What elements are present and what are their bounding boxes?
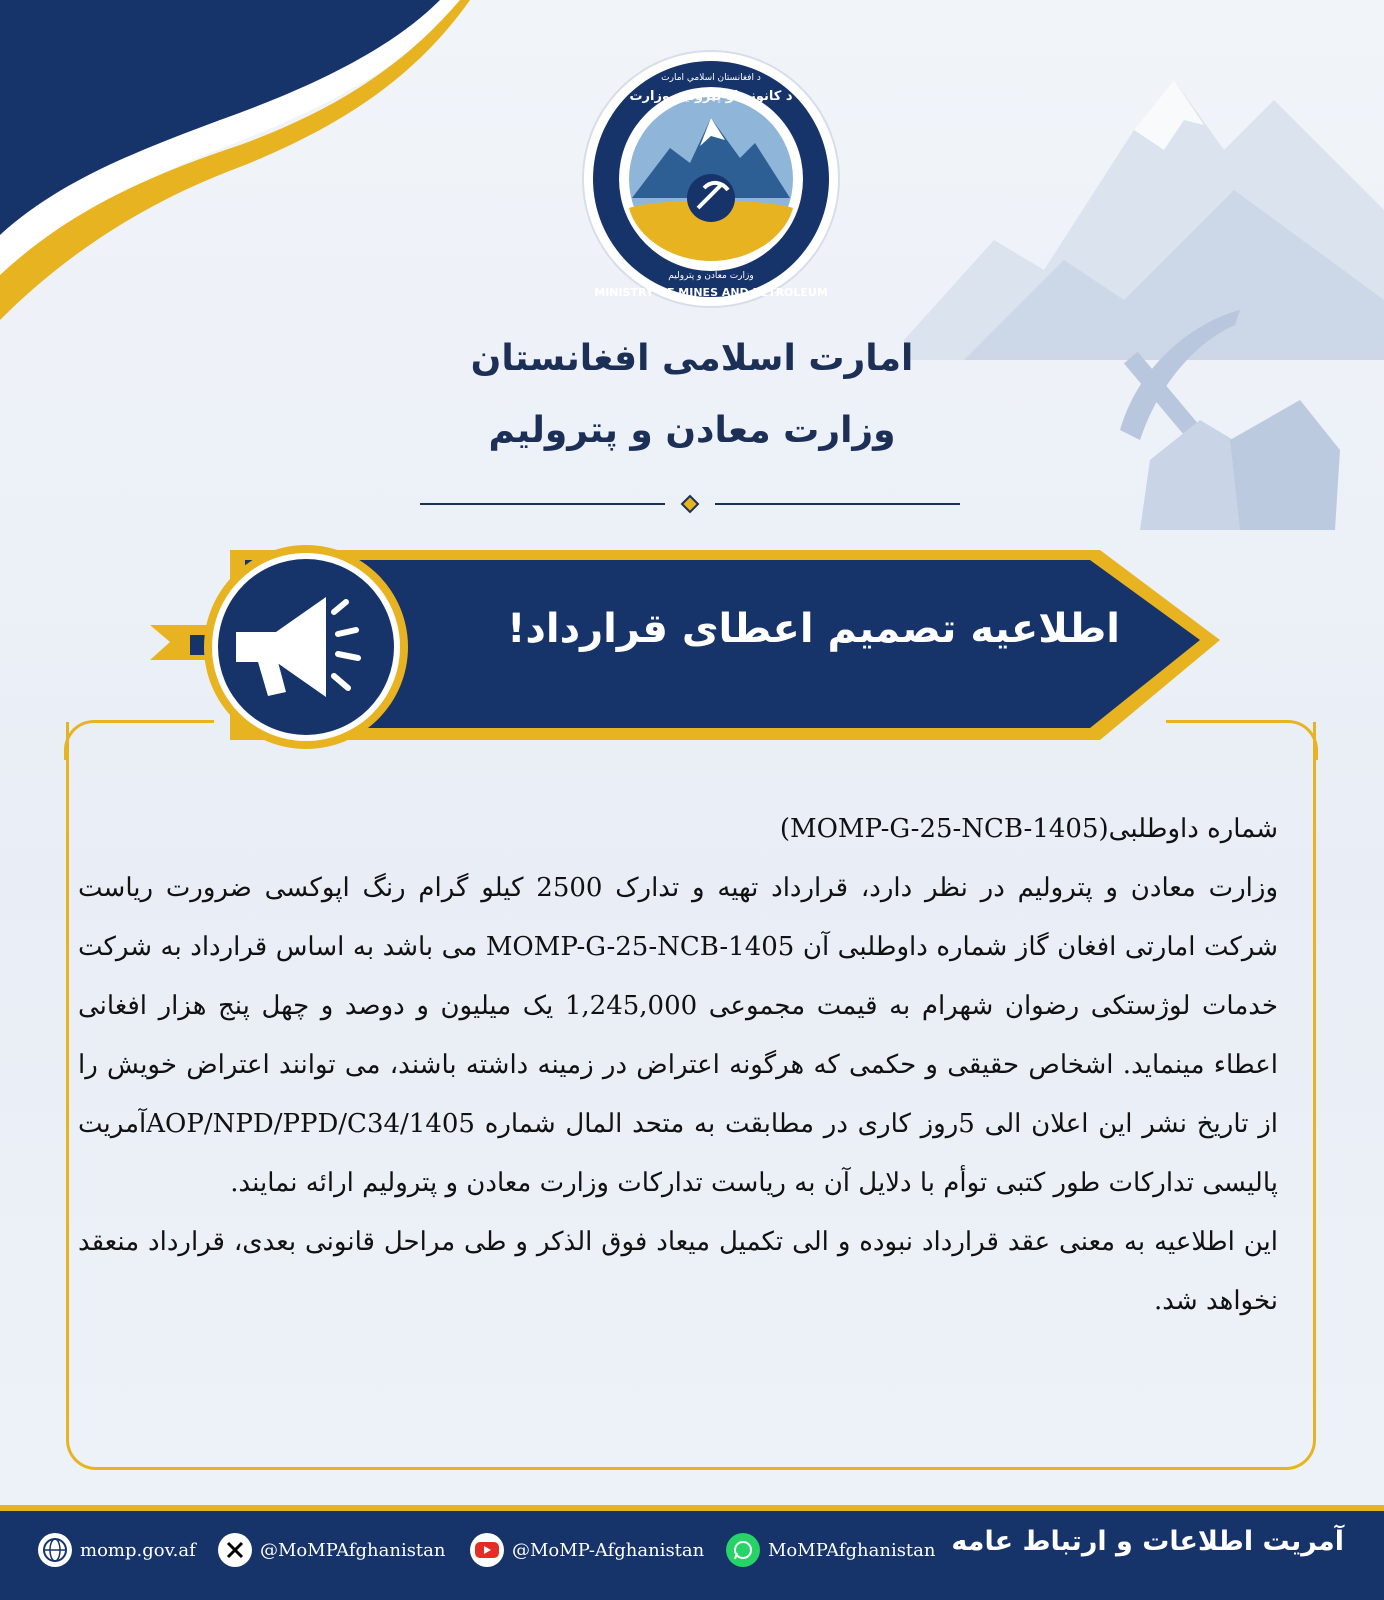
- logo-top-text: د افغانستان اسلامي امارت: [661, 73, 761, 83]
- globe-icon: [38, 1533, 72, 1567]
- youtube-handle-text: @MoMP-Afghanistan: [512, 1539, 705, 1561]
- tender-reference: شماره داوطلبی(MOMP-G-25-NCB-1405): [779, 814, 1278, 844]
- content-frame-corner-right: [1166, 720, 1318, 760]
- youtube-icon: [470, 1533, 504, 1567]
- body-paragraph-1: وزارت معادن و پترولیم در نظر دارد، قرارداد تهیه و تدارک 2500 کیلو گرام رنگ اپوکسی ضرورت ریاست شرکت امارتی افغان گاز شماره داوطلبی آن MOMP-G-25-NCB-1405 می باشد به اساس قرارداد به شرکت خدمات لوژستکی رضوان شهرام به قیمت مجموعی 1,245,000 یک میلیون و دوصد و چهل پنج هزار افغانی اعطاء مینماید. اشخاص حقیقی و حکمی که هرگونه اعتراض در زمینه داشته باشند، می توانند اعتراض خویش را از تاریخ نشر این اعلان الی 5روز کاری در مطابقت به متحد المال شماره AOP/NPD/PPD/C34/1405آمریت پالیسی تدارکات طور کتبی توأم با دلایل آن به ریاست تدارکات وزارت معادن و پترولیم ارائه نمایند.: [78, 873, 1278, 1198]
- notice-title: اطلاعیه تصمیم اعطای قرارداد!: [507, 606, 1120, 652]
- heading-emirate: امارت اسلامی افغانستان: [470, 338, 914, 379]
- whatsapp-icon: [726, 1533, 760, 1567]
- flag-corner-decoration: [0, 0, 470, 320]
- x-handle-text: @MoMPAfghanistan: [260, 1539, 446, 1561]
- logo-ps-name: د کانونو او پټرولیم وزارت: [629, 89, 793, 104]
- whatsapp-link[interactable]: [726, 1532, 936, 1568]
- megaphone-badge: [196, 542, 416, 752]
- content-frame-corner-left: [64, 720, 214, 760]
- youtube-link[interactable]: [470, 1532, 704, 1568]
- body-paragraph-2: این اطلاعیه به معنی عقد قرارداد نبوده و الی تکمیل میعاد فوق الذکر و طی مراحل قانونی بعدی، قرارداد منعقد نخواهد شد.: [78, 1227, 1278, 1316]
- website-link[interactable]: [38, 1532, 196, 1568]
- ornament-divider: [420, 494, 960, 514]
- x-logo-icon: [218, 1533, 252, 1567]
- heading-ministry: وزارت معادن و پترولیم: [488, 410, 896, 451]
- notice-body: [78, 800, 1278, 1331]
- logo-fa-name: وزارت معادن و پترولیم: [668, 271, 754, 281]
- logo-en-name: MINISTRY OF MINES AND PETROLEUM: [594, 286, 828, 299]
- ministry-logo: [580, 48, 842, 310]
- x-link[interactable]: [218, 1532, 446, 1568]
- website-text: momp.gov.af: [80, 1539, 196, 1561]
- whatsapp-handle-text: MoMPAfghanistan: [768, 1539, 936, 1561]
- footer-department: آمریت اطلاعات و ارتباط عامه: [951, 1526, 1344, 1557]
